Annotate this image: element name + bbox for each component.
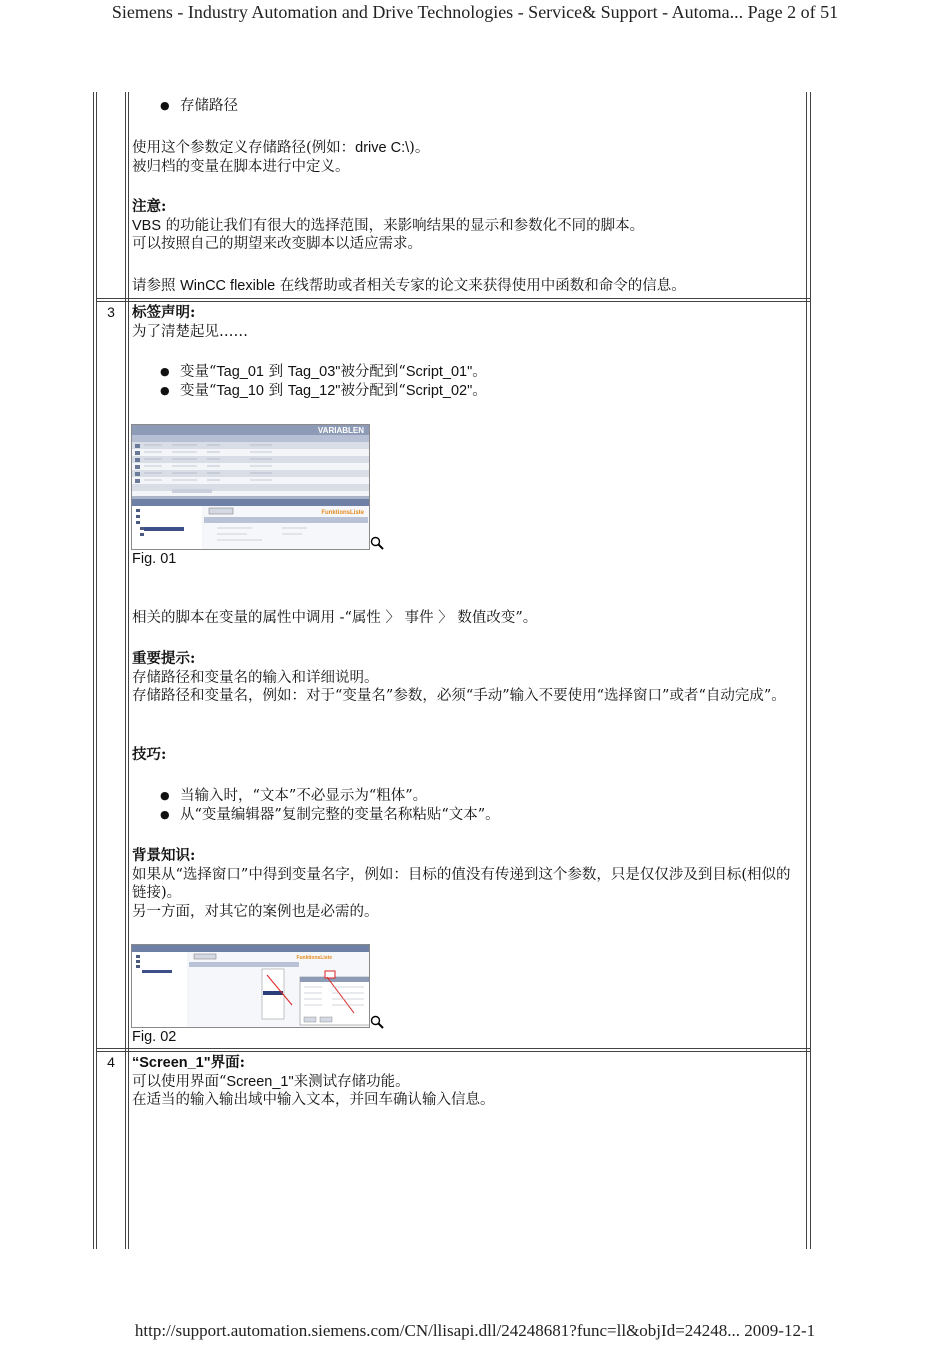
row-divider-1a: [96, 298, 810, 299]
fig01-pane-title: FunktionsListe: [321, 510, 364, 516]
fig02-screenshot[interactable]: [131, 944, 370, 1028]
fig01-screenshot[interactable]: [131, 424, 370, 550]
note-block: 注意: VBS 的功能让我们有很大的选择范围，来影响结果的显示和参数化不同的脚本。 可以按照自己的期望来改变脚本以适应需求。: [132, 198, 804, 254]
background-block: 背景知识: 如果从“选择窗口”中得到变量名字，例如：目标的值没有传递到这个参数，只是仅仅涉及到目标(相似的链接)。 另一方面，对其它的案例也是必需的。: [132, 847, 804, 921]
reference-line: 请参照 WinCC flexible 在线帮助或者相关专家的论文来获得使用中函数和命令的信息。: [132, 278, 686, 294]
fig02-illustration: [132, 945, 370, 1028]
screen1-block: “Screen_1"界面: 可以使用界面“Screen_1"来测试存储功能。 在适当的输入输出域中输入文本，并回车确认输入信息。: [132, 1054, 495, 1108]
bullet-tag-10-12: ● 变量“Tag_10 到 Tag_12"被分配到“Script_02"。: [180, 382, 487, 401]
storage-path-text: 使用这个参数定义存储路径(例如：drive C:\)。 被归档的变量在脚本进行中定义。: [132, 140, 430, 175]
fig01-illustration: [132, 425, 370, 550]
row-divider-1b: [96, 301, 810, 302]
table-border-right-outer: [810, 92, 811, 1249]
col-divider-b: [128, 92, 129, 1249]
important-block: 重要提示: 存储路径和变量名的输入和详细说明。 存储路径和变量名，例如：对于“变量名”参数，必须“手动”输入不要使用“选择窗口”或者“自动完成”。: [132, 650, 804, 706]
table-border-left-outer: [93, 92, 94, 1249]
col-divider-a: [125, 92, 126, 1249]
page-header: Siemens - Industry Automation and Drive Technologies - Service& Support - Automa... Page 2 of 51: [111, 2, 839, 22]
script-call-line: 相关的脚本在变量的属性中调用 -“属性 〉 事件 〉 数值改变”。: [132, 610, 538, 626]
row-number-4: 4: [107, 1054, 115, 1070]
bullet-storage-path: ● 存储路径: [180, 97, 238, 116]
fig02-pane-title: FunktionsListe: [296, 955, 332, 961]
table-border-right-inner: [806, 92, 807, 1249]
table-border-left-inner: [96, 92, 97, 1249]
bullet-tag-01-03: ● 变量“Tag_01 到 Tag_03"被分配到“Script_01"。: [180, 363, 487, 382]
note-title: 注意:: [132, 198, 167, 215]
fig01-caption: Fig. 01: [132, 551, 177, 567]
row-number-3: 3: [107, 304, 115, 320]
page-footer: http://support.automation.siemens.com/CN/llisapi.dll/24248681?func=ll&objId=24248... 2009-12-1: [134, 1321, 816, 1340]
bullet-tip-2: ● 从“变量编辑器”复制完整的变量名称粘贴“文本”。: [180, 806, 500, 825]
background-title: 背景知识:: [132, 847, 196, 864]
row-divider-2b: [96, 1051, 810, 1052]
important-title: 重要提示:: [132, 650, 196, 667]
fig01-banner: VARIABLEN: [317, 426, 364, 435]
tips-heading: 技巧:: [132, 746, 167, 763]
bullet-tip-1: ● 当输入时，“文本”不必显示为“粗体”。: [180, 787, 427, 806]
tag-declaration-heading: 标签声明: 为了清楚起见……: [132, 304, 248, 340]
zoom-icon[interactable]: [370, 1015, 384, 1029]
fig02-caption: Fig. 02: [132, 1029, 177, 1045]
zoom-icon[interactable]: [370, 536, 384, 550]
row-divider-2a: [96, 1048, 810, 1049]
